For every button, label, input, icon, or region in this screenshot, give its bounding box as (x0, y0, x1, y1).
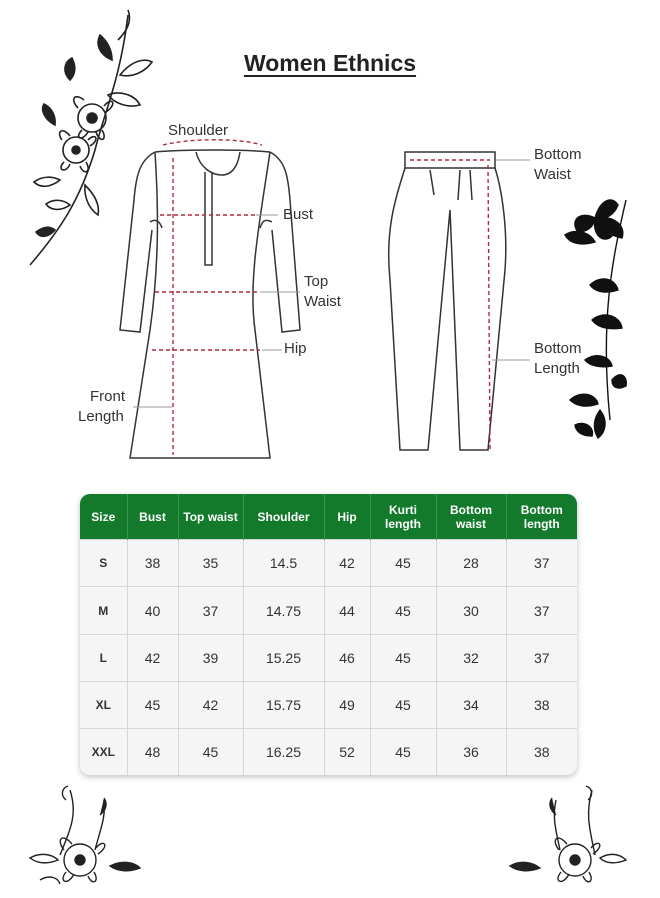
cell-shoulder: 14.5 (243, 540, 324, 587)
header-kurti-length: Kurti length (370, 494, 436, 540)
header-bottom-waist: Bottom waist (436, 494, 506, 540)
cell-kurti-length: 45 (370, 682, 436, 729)
header-shoulder: Shoulder (243, 494, 324, 540)
cell-kurti-length: 45 (370, 634, 436, 681)
cell-size: L (80, 634, 127, 681)
table-row (80, 682, 577, 729)
floral-bottom-right-decoration (510, 786, 626, 882)
bottom-length-label-line1: Bottom (534, 340, 582, 357)
header-top-waist: Top waist (178, 494, 243, 540)
cell-bottom-length: 37 (506, 634, 577, 681)
size-chart-table (80, 494, 577, 775)
cell-hip: 44 (324, 587, 370, 634)
cell-kurti-length: 45 (370, 729, 436, 775)
cell-hip: 49 (324, 682, 370, 729)
cell-bottom-length: 38 (506, 682, 577, 729)
cell-shoulder: 15.75 (243, 682, 324, 729)
kurti-measure-lines (152, 140, 262, 455)
cell-bust: 38 (127, 540, 178, 587)
header-size: Size (80, 494, 127, 540)
cell-kurti-length: 45 (370, 540, 436, 587)
floral-bottom-left-decoration (30, 786, 140, 884)
cell-size: XL (80, 682, 127, 729)
table-row (80, 634, 577, 681)
cell-kurti-length: 45 (370, 587, 436, 634)
cell-bust: 40 (127, 587, 178, 634)
front-length-label-line2: Length (78, 408, 124, 425)
page-title: Women Ethnics (243, 50, 417, 76)
top-waist-label-line1: Top (304, 273, 329, 290)
cell-bottom-length: 37 (506, 587, 577, 634)
cell-bust: 42 (127, 634, 178, 681)
table-row (80, 729, 577, 775)
cell-bottom-waist: 32 (436, 634, 506, 681)
header-bottom-length: Bottom length (506, 494, 577, 540)
cell-bottom-waist: 28 (436, 540, 506, 587)
cell-bottom-length: 38 (506, 729, 577, 775)
header-bust: Bust (127, 494, 178, 540)
bottom-waist-label-line2: Waist (534, 166, 571, 183)
cell-size: M (80, 587, 127, 634)
cell-bust: 45 (127, 682, 178, 729)
hip-label: Hip (284, 340, 307, 357)
table-row (80, 540, 577, 587)
pant-measure-lines (410, 160, 490, 450)
cell-bottom-waist: 36 (436, 729, 506, 775)
cell-bottom-waist: 30 (436, 587, 506, 634)
table-header-row (80, 494, 577, 540)
shoulder-label: Shoulder (168, 122, 229, 139)
bottom-waist-label-line1: Bottom (534, 146, 582, 163)
cell-hip: 46 (324, 634, 370, 681)
cell-bust: 48 (127, 729, 178, 775)
front-length-label-line1: Front (90, 388, 126, 405)
bust-label: Bust (283, 206, 314, 223)
cell-bottom-length: 37 (506, 540, 577, 587)
cell-top-waist: 45 (178, 729, 243, 775)
cell-top-waist: 42 (178, 682, 243, 729)
cell-shoulder: 14.75 (243, 587, 324, 634)
table-row (80, 587, 577, 634)
cell-top-waist: 37 (178, 587, 243, 634)
cell-shoulder: 15.25 (243, 634, 324, 681)
cell-shoulder: 16.25 (243, 729, 324, 775)
cell-top-waist: 39 (178, 634, 243, 681)
cell-size: S (80, 540, 127, 587)
kurti-outline (120, 150, 300, 458)
cell-hip: 42 (324, 540, 370, 587)
header-hip: Hip (324, 494, 370, 540)
cell-top-waist: 35 (178, 540, 243, 587)
floral-right-decoration (565, 200, 626, 438)
floral-top-left-decoration (30, 10, 152, 265)
cell-size: XXL (80, 729, 127, 775)
kurti-pointer-lines (133, 215, 300, 407)
pant-pointer-lines (492, 160, 530, 360)
top-waist-label-line2: Waist (304, 293, 341, 310)
cell-bottom-waist: 34 (436, 682, 506, 729)
bottom-length-label-line2: Length (534, 360, 580, 377)
cell-hip: 52 (324, 729, 370, 775)
